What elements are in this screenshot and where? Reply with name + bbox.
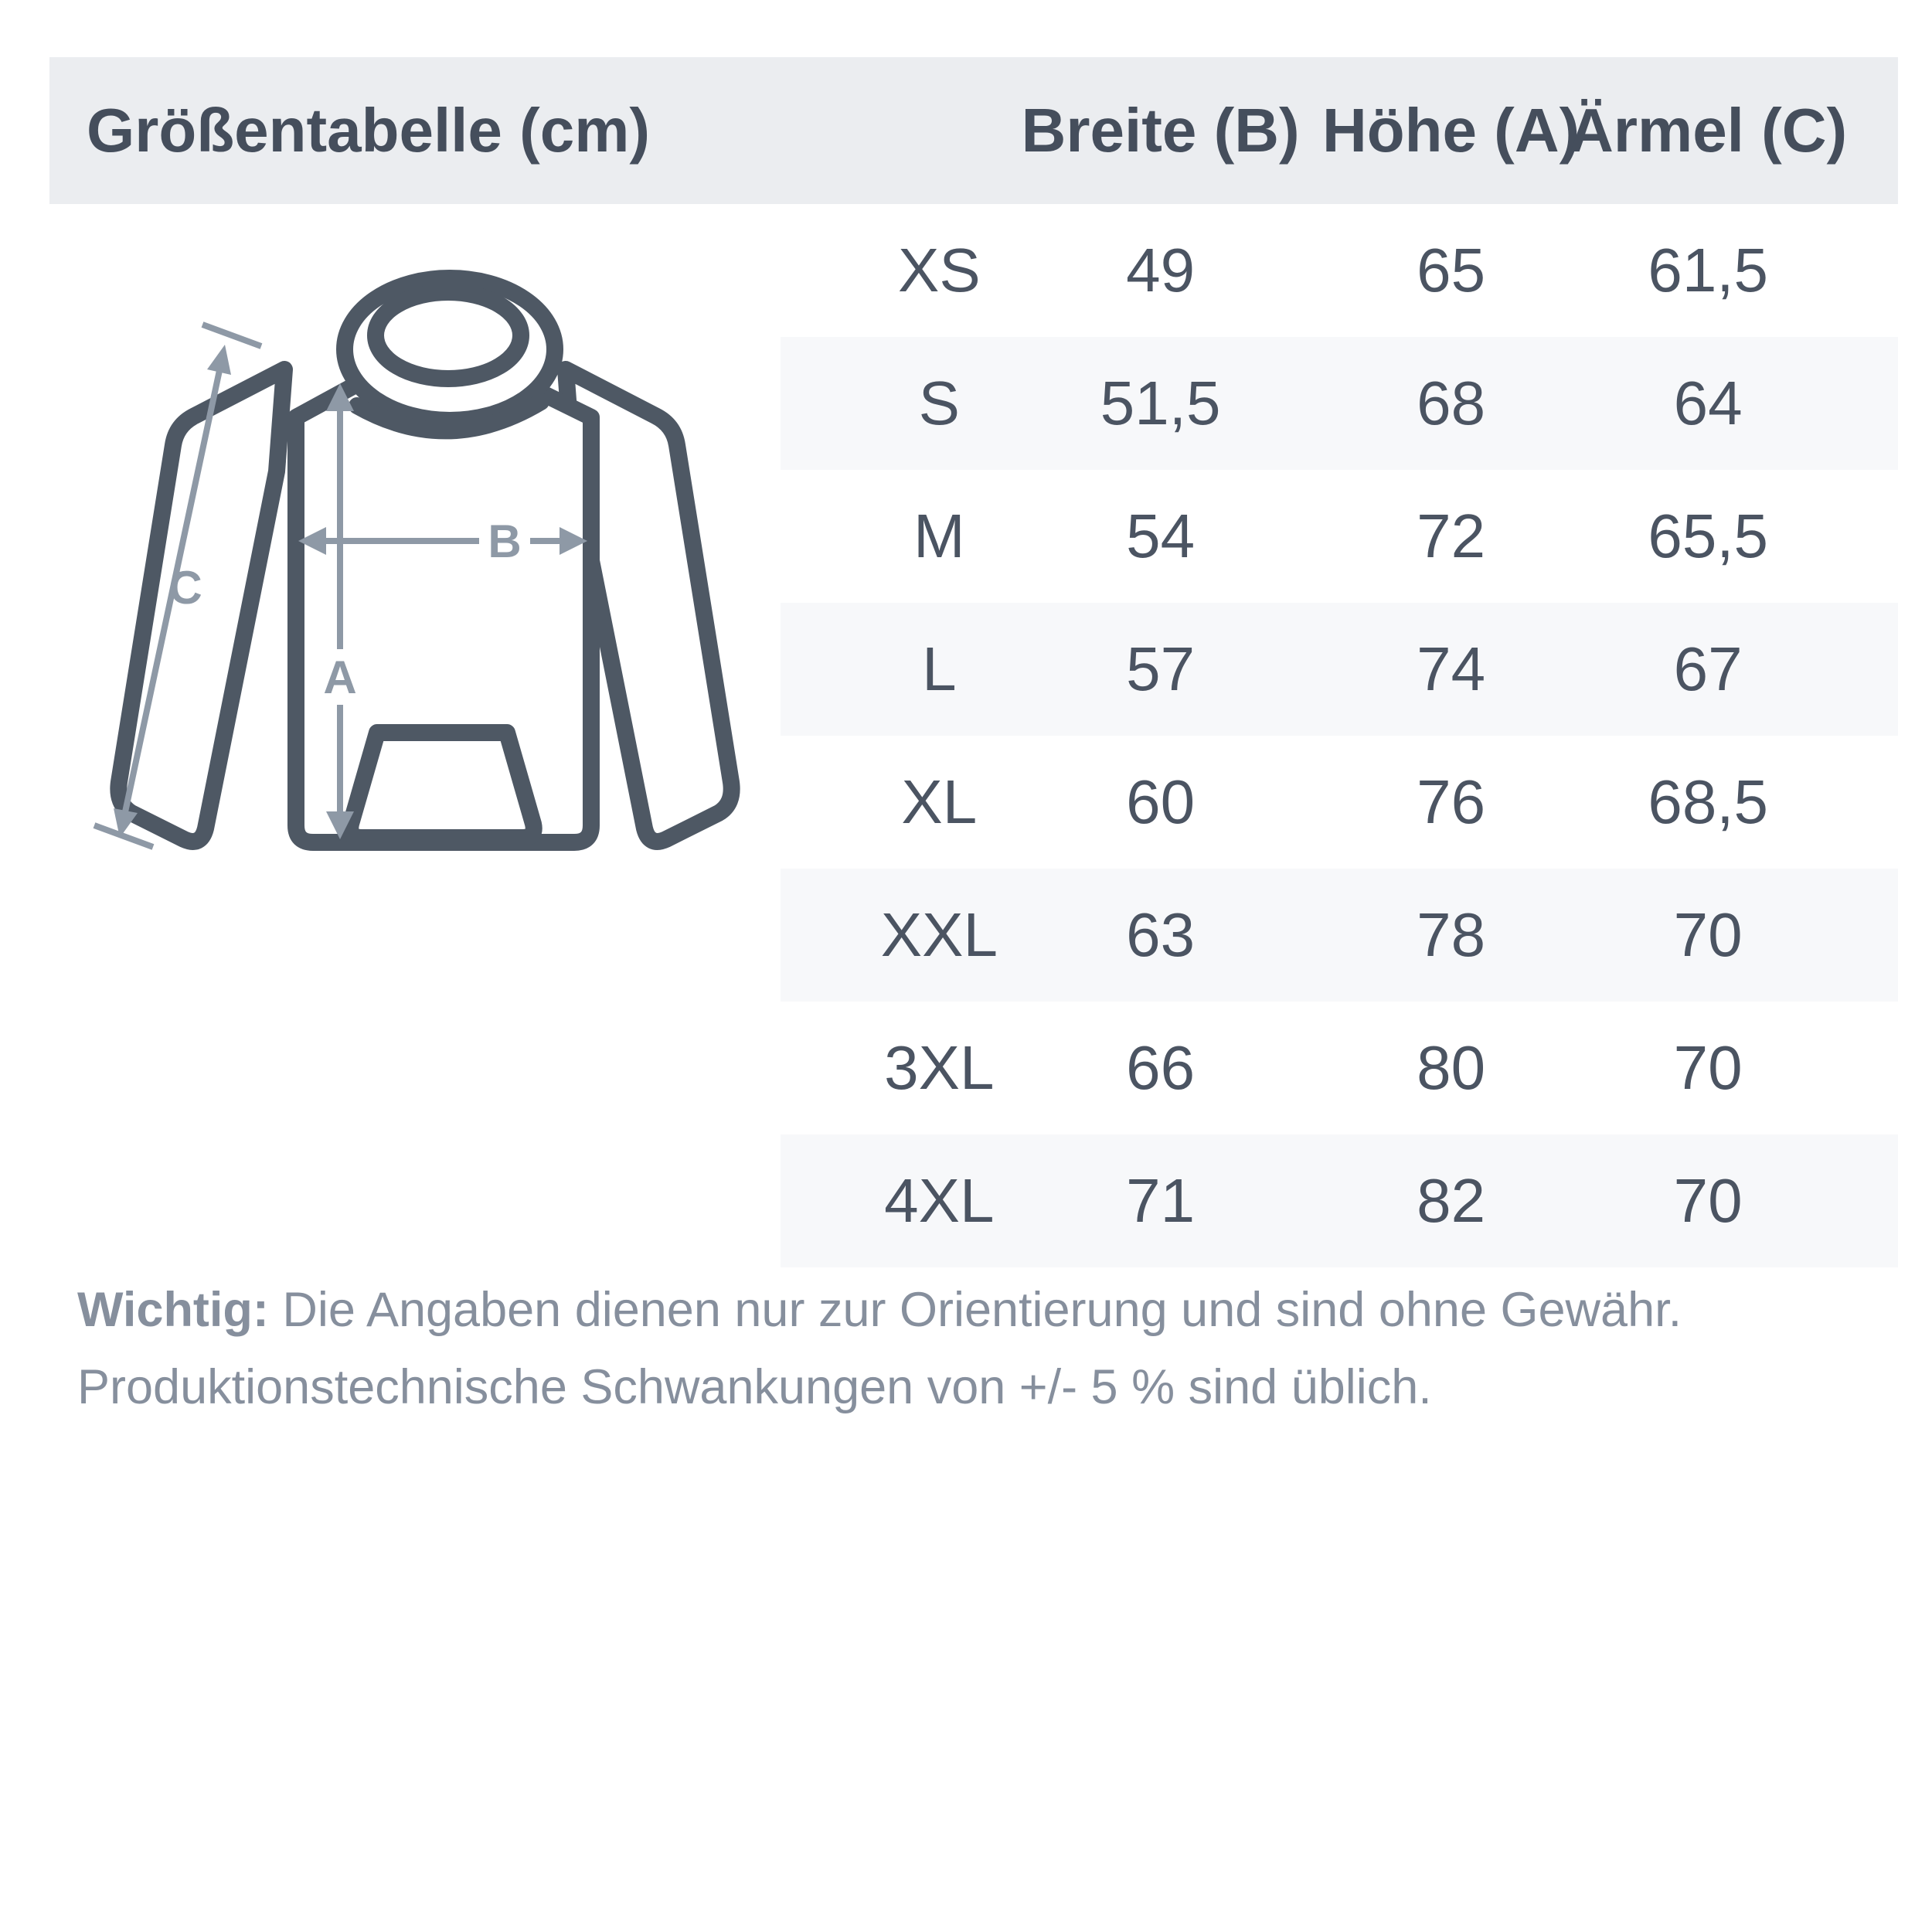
table-row (781, 869, 1898, 1002)
table-row (781, 470, 1898, 603)
measure-label-a: A (323, 651, 357, 703)
size-cell: XL (901, 767, 978, 836)
size-chart-header (49, 57, 1898, 204)
size-cell: XS (897, 236, 981, 304)
aermel-cell: 67 (1673, 634, 1743, 703)
footer-line-1-text: Die Angaben dienen nur zur Orientierung und sind ohne Gewähr. (268, 1283, 1682, 1337)
table-row (781, 337, 1898, 470)
size-cell: M (913, 502, 965, 570)
size-cell: L (922, 634, 957, 703)
aermel-cell: 61,5 (1648, 236, 1769, 304)
breite-cell: 60 (1126, 767, 1196, 836)
arrowhead-c-top (207, 345, 231, 375)
breite-cell: 57 (1126, 634, 1196, 703)
page-title: Größentabelle (cm) (87, 96, 651, 165)
aermel-cell: 70 (1673, 1033, 1743, 1102)
hoehe-cell: 74 (1417, 634, 1486, 703)
column-header-breite: Breite (B) (1021, 96, 1300, 165)
footer-note (77, 1271, 1886, 1426)
hoehe-cell: 76 (1417, 767, 1486, 836)
column-headers (781, 57, 1898, 204)
measure-label-c: C (168, 562, 202, 614)
aermel-cell: 65,5 (1648, 502, 1769, 570)
hoodie-diagram (77, 232, 773, 866)
table-row (781, 736, 1898, 869)
table-row (781, 204, 1898, 337)
table-row (781, 1002, 1898, 1134)
footer-line-2: Produktionstechnische Schwankungen von +/- 5 % sind üblich. (77, 1360, 1432, 1414)
hoehe-cell: 80 (1417, 1033, 1486, 1102)
footer-important-label: Wichtig: (77, 1283, 269, 1337)
aermel-cell: 70 (1673, 1166, 1743, 1235)
size-table (781, 204, 1898, 1267)
aermel-cell: 68,5 (1648, 767, 1769, 836)
footer-line-1 (77, 1271, 1886, 1349)
column-header-aermel: Ärmel (C) (1569, 96, 1848, 165)
table-row (781, 1134, 1898, 1267)
hoehe-cell: 78 (1417, 900, 1486, 969)
table-row (781, 603, 1898, 736)
measure-tick-c-top (202, 325, 261, 346)
breite-cell: 63 (1126, 900, 1196, 969)
size-cell: 3XL (884, 1033, 995, 1102)
column-header-hoehe: Höhe (A) (1321, 96, 1580, 165)
hoodie-pocket (350, 733, 533, 838)
hoehe-cell: 65 (1417, 236, 1486, 304)
breite-cell: 71 (1126, 1166, 1196, 1235)
size-cell: S (918, 369, 961, 437)
aermel-cell: 70 (1673, 900, 1743, 969)
hoehe-cell: 72 (1417, 502, 1486, 570)
hood-inner-ring (376, 292, 521, 379)
measure-label-b: B (488, 515, 522, 567)
breite-cell: 54 (1126, 502, 1196, 570)
breite-cell: 66 (1126, 1033, 1196, 1102)
size-cell: 4XL (884, 1166, 995, 1235)
size-cell: XXL (880, 900, 998, 969)
breite-cell: 49 (1126, 236, 1196, 304)
breite-cell: 51,5 (1100, 369, 1221, 437)
aermel-cell: 64 (1673, 369, 1743, 437)
hoehe-cell: 68 (1417, 369, 1486, 437)
hoehe-cell: 82 (1417, 1166, 1486, 1235)
